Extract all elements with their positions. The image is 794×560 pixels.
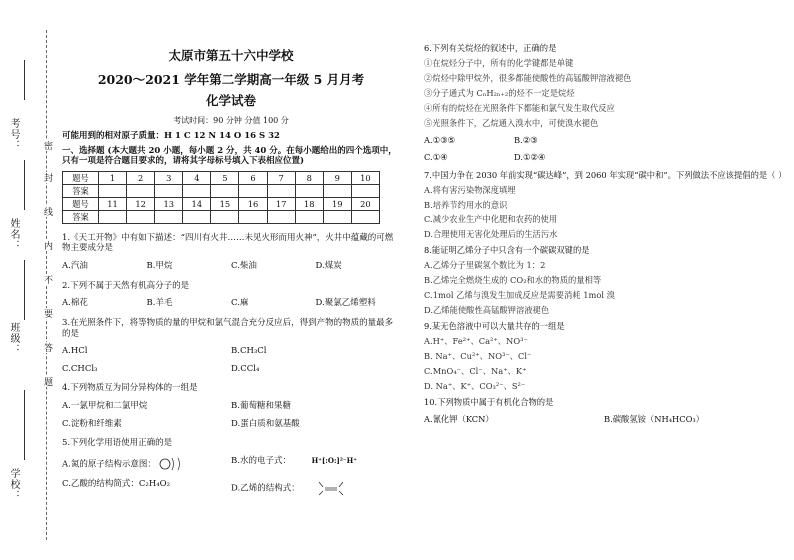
water-electron-formula: H⁺[:O:]²⁻H⁺ [311, 455, 357, 465]
answer-cell[interactable] [155, 184, 183, 197]
question-6 [424, 44, 784, 163]
answer-cell[interactable] [99, 184, 127, 197]
seal-char: 答 [42, 343, 52, 352]
right-column [424, 43, 787, 425]
option: A.乙烯分子里碳氢个数比为 1：2 [424, 260, 546, 271]
option-row [62, 456, 400, 472]
option-row [62, 364, 400, 375]
answer-cell[interactable] [295, 210, 323, 223]
option: A.将有害污染物深度填埋 [424, 184, 516, 195]
answer-cell[interactable] [267, 210, 295, 223]
option: B.CH₃Cl [231, 346, 267, 357]
table-cell: 1 [99, 171, 127, 184]
table-row [63, 184, 380, 197]
option: A.棉花 [62, 298, 88, 309]
option: C.MnO₄⁻、Cl⁻、Na⁺、K⁺ [424, 366, 527, 377]
statement: ①在烷烃分子中，所有的化学键都是单键 [424, 57, 574, 68]
question-3 [62, 318, 400, 375]
option: A.①③⑤ [424, 134, 455, 145]
question-2 [62, 281, 400, 309]
option: D. Na⁺、K⁺、CO₃²⁻、S²⁻ [424, 380, 526, 391]
question-8 [424, 246, 784, 316]
option-text: A.氮的原子结构示意图： [62, 459, 156, 470]
table-header-cell: 答案 [63, 210, 99, 223]
table-cell: 13 [155, 197, 183, 210]
question-5 [62, 438, 400, 497]
option: D.CCl₄ [231, 363, 260, 374]
school-line [24, 390, 25, 460]
option: C.麻 [231, 298, 249, 309]
statement: ④所有的烷烃在光照条件下都能和氯气发生取代反应 [424, 102, 615, 113]
option: D.乙烯能使酸性高锰酸钾溶液褪色 [424, 305, 550, 316]
option: B.羊毛 [146, 298, 173, 309]
answer-cell[interactable] [239, 210, 267, 223]
question-stem: 6.下列有关烷烃的叙述中，正确的是 [424, 43, 557, 53]
statement: ②烷烃中除甲烷外，很多都能使酸性的高锰酸钾溶液褪色 [424, 72, 632, 83]
option-row [62, 346, 400, 357]
option: B. Na⁺、Cu²⁺、NO³⁻、Cl⁻ [424, 351, 532, 362]
table-cell: 6 [239, 171, 267, 184]
table-row [63, 171, 380, 184]
option [62, 456, 231, 472]
name-line [24, 160, 25, 210]
exam-title: 2020～2021 学年第二学期高一年级 5 月月考 [97, 71, 365, 87]
seal-char: 内 [42, 241, 52, 250]
answer-table [62, 171, 380, 224]
exam-no-line [24, 60, 25, 100]
option: C.CHCl₃ [62, 363, 98, 374]
table-cell: 3 [155, 171, 183, 184]
question-stem: 10.下列物质中属于有机化合物的是 [424, 396, 554, 407]
option: D.①②④ [514, 151, 546, 162]
question-4 [62, 383, 400, 429]
question-stem: 1.《天工开物》中有如下描述：“四川有火井……未见火形而用火神”，火井中蕴藏的可燃物主要成分是 [62, 232, 394, 254]
option-row [62, 298, 400, 309]
table-row [63, 210, 380, 223]
option: C.乙酸的结构简式：C₂H₄O₂ [62, 478, 171, 489]
answer-cell[interactable] [99, 210, 127, 223]
seal-char: 线 [42, 207, 52, 216]
option-row [62, 479, 400, 497]
answer-cell[interactable] [267, 184, 295, 197]
table-cell: 2 [127, 171, 155, 184]
table-cell: 14 [183, 197, 211, 210]
table-cell: 20 [351, 197, 379, 210]
answer-cell[interactable] [127, 210, 155, 223]
table-cell: 19 [323, 197, 351, 210]
option: B.碳酸氢铵（NH₄HCO₃） [604, 413, 705, 424]
question-stem: 7.中国力争在 2030 年前实现“碳达峰”，到 2060 年实现“碳中和”。下列做法不应该提倡的是（ ） [424, 169, 787, 180]
answer-cell[interactable] [239, 184, 267, 197]
table-header-cell: 题号 [63, 197, 99, 210]
exam-meta: 考试时间：90 分钟 分值 100 分 [173, 115, 289, 125]
option-row [62, 401, 400, 412]
option: C.减少农业生产中化肥和农药的使用 [424, 214, 558, 225]
answer-cell[interactable] [323, 184, 351, 197]
seal-char: 密 [42, 141, 52, 150]
statement: ⑤光照条件下，乙烷通入溴水中，可使溴水褪色 [424, 117, 599, 128]
seal-char: 要 [42, 309, 52, 318]
table-cell: 4 [183, 171, 211, 184]
answer-cell[interactable] [127, 184, 155, 197]
table-cell: 18 [295, 197, 323, 210]
answer-cell[interactable] [155, 210, 183, 223]
option: C.①④ [424, 151, 448, 162]
option: D.蛋白质和氨基酸 [231, 418, 300, 429]
table-header-cell: 题号 [63, 171, 99, 184]
question-stem: 8.能证明乙烯分子中只含有一个碳碳双键的是 [424, 245, 590, 256]
option-row [424, 415, 784, 425]
question-stem: 3.在光照条件下，将等物质的量的甲烷和氯气混合充分反应后，得到产物的物质的量最多的是 [62, 317, 394, 339]
question-stem: 2.下列不属于天然有机高分子的是 [62, 280, 190, 291]
seal-dashed-line [46, 30, 47, 540]
table-header-cell: 答案 [63, 184, 99, 197]
seal-char: 题 [42, 377, 52, 386]
table-cell: 11 [99, 197, 127, 210]
class-line [24, 260, 25, 320]
option [231, 456, 400, 472]
option: A.HCl [62, 346, 88, 357]
table-cell: 5 [211, 171, 239, 184]
question-10 [424, 398, 784, 425]
class-label: 班级： [8, 322, 19, 355]
option: B.葡萄糖和果糖 [231, 401, 291, 411]
ethylene-structure-icon [314, 479, 348, 497]
question-stem: 9.某无色溶液中可以大量共存的一组是 [424, 321, 565, 332]
option: D.聚氯乙烯塑料 [315, 298, 376, 309]
option: A.H⁺、Fe²⁺、Ca²⁺、NO³⁻ [424, 336, 528, 347]
answer-cell[interactable] [211, 210, 239, 223]
option-text: B.水的电子式： [231, 455, 291, 466]
option-row [62, 419, 400, 430]
answer-cell[interactable] [323, 210, 351, 223]
subject-title: 化学试卷 [205, 93, 256, 109]
option-row [424, 136, 784, 146]
option: D.合理使用无害化处理后的生活污水 [424, 229, 558, 240]
atomic-masses: 可能用到的相对原子质量：H 1 C 12 N 14 O 16 S 32 [62, 130, 280, 141]
section-title: 一、选择题 (本大题共 20 小题，每小题 2 分，共 40 分。在每小题给出的四个选项中，只有一项是符合题目要求的，请将其字母标号填入下表相应位置) [62, 145, 397, 167]
answer-cell[interactable] [351, 184, 379, 197]
option: C.淀粉和纤维素 [62, 418, 122, 429]
answer-cell[interactable] [295, 184, 323, 197]
question-7 [424, 169, 787, 241]
answer-cell[interactable] [183, 210, 211, 223]
option: D.煤炭 [315, 261, 342, 271]
table-cell: 10 [351, 171, 379, 184]
option: B.乙烯完全燃烧生成的 CO₂和水的物质的量相等 [424, 275, 602, 286]
option: C.柴油 [231, 261, 257, 271]
table-cell: 15 [211, 197, 239, 210]
option: A.氰化钾（KCN） [424, 413, 494, 424]
atom-structure-icon [159, 456, 185, 472]
question-1 [62, 233, 400, 272]
exam-no-label: 考号： [8, 118, 19, 151]
table-cell: 8 [295, 171, 323, 184]
school-name: 太原市第五十六中学校 [168, 48, 294, 63]
left-column [62, 48, 400, 497]
option-row [62, 261, 400, 272]
option: A.汽油 [62, 261, 88, 271]
table-cell: 9 [323, 171, 351, 184]
seal-char: 封 [42, 173, 52, 182]
option-text: D.乙烯的结构式： [231, 483, 300, 494]
school-label: 学校： [8, 468, 19, 501]
answer-cell[interactable] [183, 184, 211, 197]
name-label: 姓名： [8, 218, 19, 251]
option: B.甲烷 [146, 261, 173, 271]
question-9 [424, 322, 784, 392]
answer-cell[interactable] [351, 210, 379, 223]
option [231, 479, 400, 497]
option: B.培养节约用水的意识 [424, 199, 508, 210]
option: B.②③ [514, 134, 538, 145]
option: A.一氯甲烷和二氯甲烷 [62, 401, 148, 411]
table-row [63, 197, 380, 210]
option-row [424, 153, 784, 163]
question-stem: 4.下列物质互为同分异构体的一组是 [62, 383, 198, 394]
option: C.1mol 乙烯与溴发生加成反应是需要消耗 1mol 溴 [424, 290, 615, 301]
question-stem: 5.下列化学用语使用正确的是 [62, 438, 173, 449]
table-cell: 16 [239, 197, 267, 210]
answer-cell[interactable] [211, 184, 239, 197]
statement: ③分子通式为 CₙH₂ₙ₊₂的烃不一定是烷烃 [424, 87, 575, 98]
table-cell: 7 [267, 171, 295, 184]
table-cell: 17 [267, 197, 295, 210]
seal-char: 不 [42, 275, 52, 284]
binding-margin [0, 0, 62, 560]
table-cell: 12 [127, 197, 155, 210]
